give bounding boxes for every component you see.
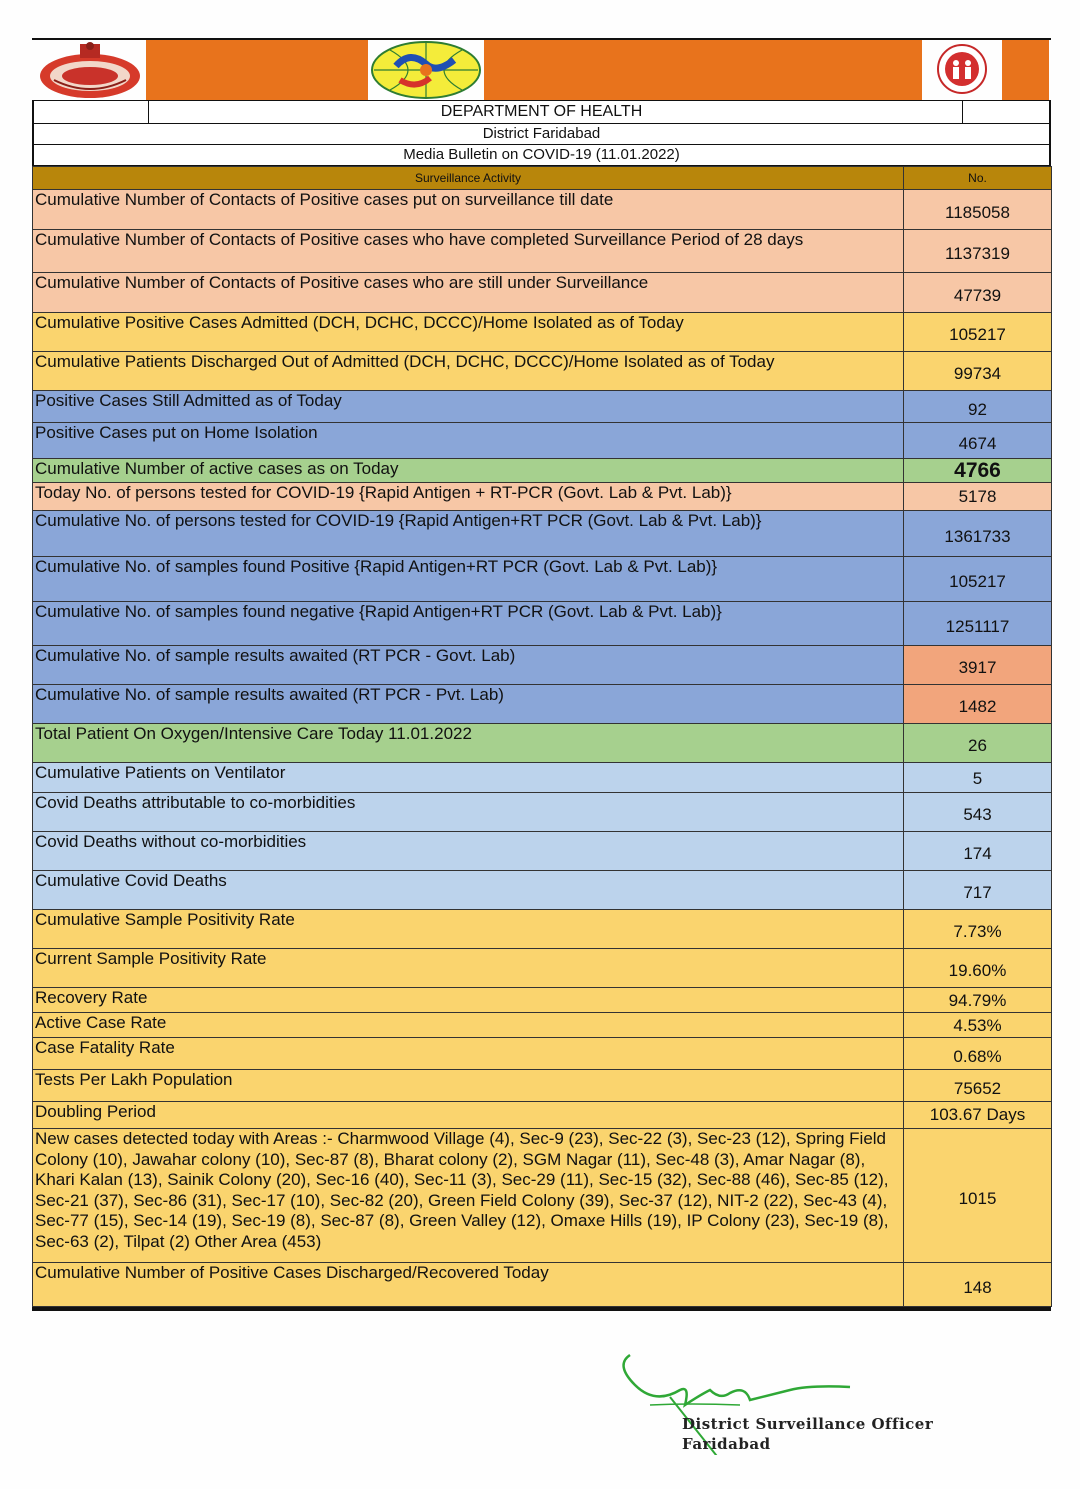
row-value: 3917 bbox=[904, 646, 1052, 685]
bulletin-sheet bbox=[32, 38, 1051, 1311]
row-value: 148 bbox=[904, 1263, 1052, 1307]
table-row bbox=[33, 949, 1052, 988]
row-label: Cumulative Number of active cases as on Today bbox=[33, 459, 904, 483]
surveillance-table bbox=[32, 166, 1052, 1307]
row-value: 174 bbox=[904, 832, 1052, 871]
row-value: 105217 bbox=[904, 313, 1052, 352]
table-row bbox=[33, 313, 1052, 352]
row-label: Covid Deaths without co-morbidities bbox=[33, 832, 904, 871]
row-label: Cumulative No. of samples found negative {Rapid Antigen+RT PCR (Govt. Lab & Pvt. Lab)} bbox=[33, 602, 904, 646]
globe-logo-icon bbox=[370, 40, 482, 100]
row-value: 7.73% bbox=[904, 910, 1052, 949]
row-value: 4674 bbox=[904, 423, 1052, 459]
row-label: Cumulative Sample Positivity Rate bbox=[33, 910, 904, 949]
table-row bbox=[33, 1038, 1052, 1070]
column-header-activity: Surveillance Activity bbox=[33, 167, 904, 190]
row-label: Cumulative Number of Contacts of Positive cases put on surveillance till date bbox=[33, 190, 904, 230]
row-label: Current Sample Positivity Rate bbox=[33, 949, 904, 988]
row-value: 4.53% bbox=[904, 1013, 1052, 1038]
table-row bbox=[33, 685, 1052, 724]
row-label: Cumulative No. of samples found Positive {Rapid Antigen+RT PCR (Govt. Lab & Pvt. Lab)} bbox=[33, 557, 904, 602]
table-row bbox=[33, 602, 1052, 646]
banner-stripe bbox=[1002, 38, 1049, 100]
table-row bbox=[33, 1263, 1052, 1307]
signature-block bbox=[610, 1345, 950, 1465]
table-row bbox=[33, 871, 1052, 910]
department-header bbox=[32, 100, 1051, 124]
table-row bbox=[33, 230, 1052, 273]
row-label: Positive Cases Still Admitted as of Today bbox=[33, 391, 904, 423]
row-value: 103.67 Days bbox=[904, 1102, 1052, 1129]
row-label: Cumulative Covid Deaths bbox=[33, 871, 904, 910]
row-label: Active Case Rate bbox=[33, 1013, 904, 1038]
column-header-no: No. bbox=[904, 167, 1052, 190]
table-row bbox=[33, 273, 1052, 313]
row-label: Doubling Period bbox=[33, 1102, 904, 1129]
table-row bbox=[33, 1102, 1052, 1129]
table-row bbox=[33, 763, 1052, 793]
table-row bbox=[33, 832, 1052, 871]
row-value: 92 bbox=[904, 391, 1052, 423]
row-value: 4766 bbox=[904, 459, 1052, 483]
row-label: Case Fatality Rate bbox=[33, 1038, 904, 1070]
row-value: 1482 bbox=[904, 685, 1052, 724]
signature-title: District Surveillance Officer bbox=[682, 1415, 934, 1433]
row-value: 1361733 bbox=[904, 511, 1052, 557]
row-value: 5178 bbox=[904, 483, 1052, 511]
table-row bbox=[33, 988, 1052, 1013]
row-label: Recovery Rate bbox=[33, 988, 904, 1013]
row-value: 99734 bbox=[904, 352, 1052, 391]
row-value: 47739 bbox=[904, 273, 1052, 313]
row-label: Covid Deaths attributable to co-morbidities bbox=[33, 793, 904, 832]
row-label: Total Patient On Oxygen/Intensive Care Today 11.01.2022 bbox=[33, 724, 904, 763]
table-row bbox=[33, 483, 1052, 511]
district-header bbox=[32, 124, 1051, 145]
table-row bbox=[33, 557, 1052, 602]
row-value: 1015 bbox=[904, 1129, 1052, 1263]
table-row bbox=[33, 190, 1052, 230]
banner-stripe bbox=[146, 38, 368, 100]
row-label: Positive Cases put on Home Isolation bbox=[33, 423, 904, 459]
row-label: Tests Per Lakh Population bbox=[33, 1070, 904, 1102]
row-value: 26 bbox=[904, 724, 1052, 763]
bulletin-header bbox=[32, 145, 1051, 166]
row-value: 75652 bbox=[904, 1070, 1052, 1102]
table-row bbox=[33, 1013, 1052, 1038]
row-value: 717 bbox=[904, 871, 1052, 910]
table-row bbox=[33, 724, 1052, 763]
table-header-row bbox=[33, 167, 1052, 190]
department-title: DEPARTMENT OF HEALTH bbox=[440, 103, 643, 120]
row-label: Cumulative Positive Cases Admitted (DCH, DCHC, DCCC)/Home Isolated as of Today bbox=[33, 313, 904, 352]
row-value: 94.79% bbox=[904, 988, 1052, 1013]
row-label: Today No. of persons tested for COVID-19 {Rapid Antigen + RT-PCR (Govt. Lab & Pvt. Lab)} bbox=[33, 483, 904, 511]
banner bbox=[32, 38, 1051, 100]
table-row bbox=[33, 511, 1052, 557]
row-value: 1185058 bbox=[904, 190, 1052, 230]
table-row bbox=[33, 423, 1052, 459]
table-row bbox=[33, 910, 1052, 949]
row-value: 19.60% bbox=[904, 949, 1052, 988]
row-label: Cumulative Number of Positive Cases Discharged/Recovered Today bbox=[33, 1263, 904, 1307]
table-row bbox=[33, 1070, 1052, 1102]
haryana-emblem-icon bbox=[36, 40, 144, 100]
row-label: Cumulative Number of Contacts of Positive cases who have completed Surveillance Period of 28 days bbox=[33, 230, 904, 273]
table-row bbox=[33, 793, 1052, 832]
district-title: District Faridabad bbox=[482, 125, 601, 142]
row-value: 543 bbox=[904, 793, 1052, 832]
table-row bbox=[33, 459, 1052, 483]
row-value: 5 bbox=[904, 763, 1052, 793]
row-label: Cumulative Patients Discharged Out of Admitted (DCH, DCHC, DCCC)/Home Isolated as of Today bbox=[33, 352, 904, 391]
table-row bbox=[33, 646, 1052, 685]
bulletin-title: Media Bulletin on COVID-19 (11.01.2022) bbox=[403, 146, 680, 163]
row-label: Cumulative No. of sample results awaited (RT PCR - Govt. Lab) bbox=[33, 646, 904, 685]
row-label: New cases detected today with Areas :- Charmwood Village (4), Sec-9 (23), Sec-22 (3), Sec-23 (12), Spring Field Colony (10), Jawahar colony (10), Sec-87 (8), Bharat colony (2), SGM Nagar (11), Sec-48 (3), Amar Nagar (8), Khari Kalan (13), Sainik Colony (20), Sec-16 (40), Sec-11 (3), Sec-29 (11), Sec-15 (32), Sec-88 (46), Sec-85 (12), Sec-21 (37), Sec-86 (31), Sec-17 (10), Sec-82 (20), Green Field Colony (39), Sec-37 (12), NIT-2 (22), Sec-43 (4), Sec-77 (15), Sec-14 (19), Sec-19 (8), Sec-87 (8), Green Valley (12), Omaxe Hills (19), IP Colony (23), Sec-19 (8), Sec-63 (2), Tilpat (2) Other Area (453) bbox=[33, 1129, 904, 1263]
table-row bbox=[33, 352, 1052, 391]
signature-location: Faridabad bbox=[682, 1435, 771, 1453]
row-value: 0.68% bbox=[904, 1038, 1052, 1070]
row-label: Cumulative Number of Contacts of Positive cases who are still under Surveillance bbox=[33, 273, 904, 313]
row-label: Cumulative Patients on Ventilator bbox=[33, 763, 904, 793]
row-value: 1137319 bbox=[904, 230, 1052, 273]
row-label: Cumulative No. of sample results awaited (RT PCR - Pvt. Lab) bbox=[33, 685, 904, 724]
table-row bbox=[33, 391, 1052, 423]
health-department-seal-icon bbox=[936, 42, 988, 96]
row-label: Cumulative No. of persons tested for COVID-19 {Rapid Antigen+RT PCR (Govt. Lab & Pvt. Lab)} bbox=[33, 511, 904, 557]
row-value: 1251117 bbox=[904, 602, 1052, 646]
row-value: 105217 bbox=[904, 557, 1052, 602]
banner-stripe bbox=[484, 38, 922, 100]
table-bottom-border bbox=[32, 1307, 1051, 1311]
table-row bbox=[33, 1129, 1052, 1263]
